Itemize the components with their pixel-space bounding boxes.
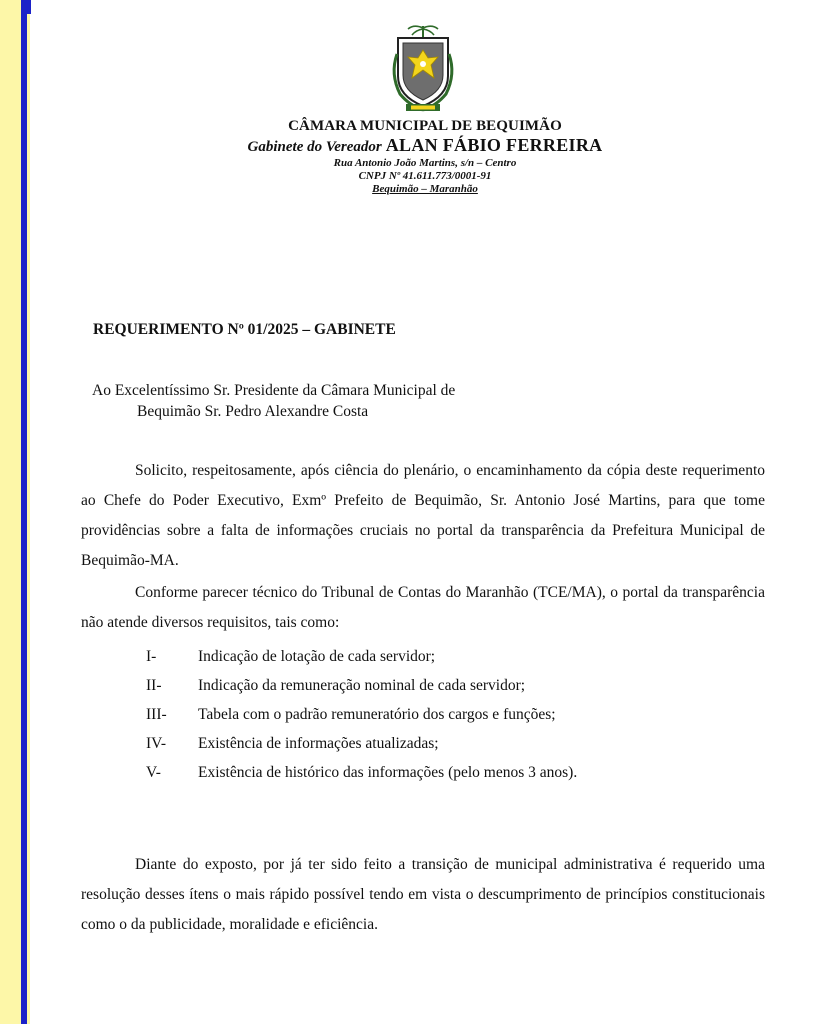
list-item-text: Tabela com o padrão remuneratório dos cargos e funções;: [198, 706, 556, 723]
list-item-number: V-: [146, 764, 161, 781]
page-margin-blue-line: [21, 0, 27, 1024]
list-item-text: Indicação de lotação de cada servidor;: [198, 648, 436, 665]
page-margin-blue-tab: [21, 0, 31, 14]
paragraph-conclusion: Diante do exposto, por já ter sido feito a transição de municipal administrativa é requerido uma resolução desses ítens o mais rápido possível tendo em vista o descumprimento de princípios constitucionais como o da publicidade, moralidade e eficiência.: [81, 856, 765, 933]
vereador-name: ALAN FÁBIO FERREIRA: [385, 135, 603, 155]
gabinete-line: [100, 135, 750, 157]
requirements-list: [146, 642, 577, 787]
address-line: Rua Antonio João Martins, s/n – Centro: [333, 157, 517, 169]
list-item: [146, 700, 577, 729]
list-item-number: IV-: [146, 735, 167, 752]
list-item-number: III-: [146, 706, 167, 723]
city-line: Bequimão – Maranhão: [372, 183, 478, 195]
list-item-number: II-: [146, 677, 162, 694]
list-item-number: I-: [146, 648, 157, 665]
addressee-line-1: Ao Excelentíssimo Sr. Presidente da Câmara Municipal de: [92, 382, 456, 399]
addressee-line-2: Bequimão Sr. Pedro Alexandre Costa: [137, 403, 369, 420]
paragraph-tce-opinion: Conforme parecer técnico do Tribunal de Contas do Maranhão (TCE/MA), o portal da transparência não atende diversos requisitos, tais como:: [81, 584, 765, 631]
municipal-coat-of-arms-icon: [388, 24, 458, 116]
list-item: [146, 729, 577, 758]
chamber-title: CÂMARA MUNICIPAL DE BEQUIMÃO: [288, 118, 562, 134]
document-title: REQUERIMENTO Nº 01/2025 – GABINETE: [93, 321, 396, 338]
list-item: [146, 758, 577, 787]
gabinete-label: Gabinete do Vereador: [247, 139, 382, 155]
list-item: [146, 671, 577, 700]
list-item: [146, 642, 577, 671]
list-item-text: Indicação da remuneração nominal de cada servidor;: [198, 677, 526, 694]
list-item-text: Existência de histórico das informações (pelo menos 3 anos).: [198, 764, 578, 781]
letterhead: [100, 117, 750, 196]
cnpj-line: CNPJ Nº 41.611.773/0001-91: [358, 170, 492, 182]
paragraph-request: Solicito, respeitosamente, após ciência do plenário, o encaminhamento da cópia deste requerimento ao Chefe do Poder Executivo, Exmº Prefeito de Bequimão, Sr. Antonio José Martins, para que tome providências sobre a falta de informações cruciais no portal da transparência da Prefeitura Municipal de Bequimão-MA.: [81, 462, 765, 569]
list-item-text: Existência de informações atualizadas;: [198, 735, 439, 752]
